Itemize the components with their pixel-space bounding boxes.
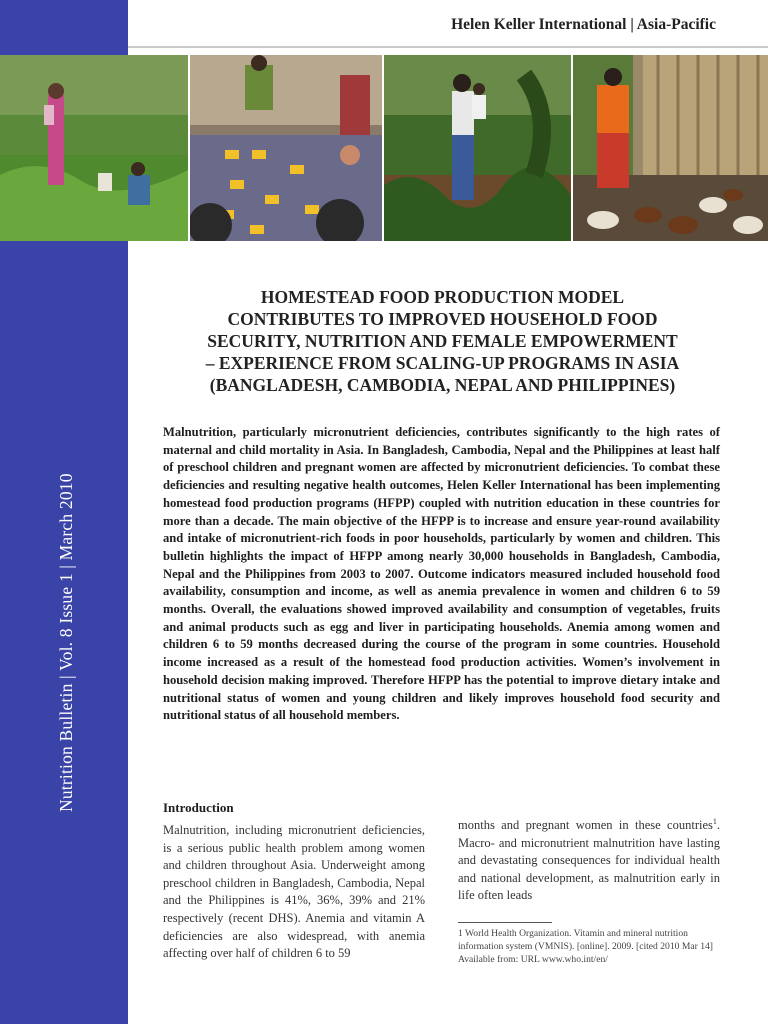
footnote: 1 World Health Organization. Vitamin and mineral nutrition information system (VMNIS). [online]. 2009. [cited 2010 Mar 14] Available from: URL www.who.int/en/ <box>458 928 713 965</box>
introduction-heading: Introduction <box>163 800 234 815</box>
bulletin-info-vertical: Nutrition Bulletin | Vol. 8 Issue 1 | March 2010 <box>56 473 76 812</box>
introduction-left-column: Malnutrition, including micronutrient deficiencies, is a serious public health problem among women and children throughout Asia. Underweight among preschool children in Bangladesh, Cambodia, Nepal and the Philippines is 41%, 36%, 39% and 21% respectively (recent DHS). Anemia and vitamin A deficiencies are also widespread, with anemia affecting over half of children 6 to 59 <box>163 823 425 961</box>
abstract-paragraph: Malnutrition, particularly micronutrient deficiencies, contributes significantly to the high rates of maternal and child mortality in Asia. In Bangladesh, Cambodia, Nepal and the Philippines at least half of preschool children and pregnant women are affected by micronutrient deficiencies. To combat these deficiencies and resulting negative health outcomes, Helen Keller International has been implementing homestead food production programs (HFPP) coupled with nutrition education in these countries for more than a decade. The main objective of the HFPP is to increase and ensure year-round availability and intake of micronutrient-rich foods in poor households, particularly by women and children. This bulletin highlights the impact of HFPP among nearly 30,000 households in Bangladesh, Cambodia, Nepal and the Philippines from 2003 to 2007. Outcome indicators measured included household food availability, consumption and income, as well as anemia prevalence in women and children 6 to 59 months. Overall, the evaluations showed improved availability and consumption of vegetables, fruits and animal products such as egg and liver in participating households. Anemia among women and children 6 to 59 months decreased during the course of the program in some countries. Household income increased as a result of the homestead food production activities. Women’s involvement in household decision making improved. Therefore HFPP has the potential to improve dietary intake and nutritional status of women and young children and likely improves household food security and nutritional status of all household members. <box>163 425 720 723</box>
photo-nutrition-education <box>190 55 383 241</box>
right-column-text-continued: . Macro- and micronutrient malnutrition have lasting and devastating consequences for individual health and national development, as malnutrition early in life often leads <box>458 818 720 903</box>
right-column-text: months and pregnant women in these countries <box>458 818 713 832</box>
sidebar-top-band <box>0 0 128 55</box>
title-line: SECURITY, NUTRITION AND FEMALE EMPOWERMENT <box>207 331 678 351</box>
header-divider <box>128 46 768 48</box>
title-line: HOMESTEAD FOOD PRODUCTION MODEL <box>260 287 625 307</box>
article-title <box>150 286 735 396</box>
title-line: CONTRIBUTES TO IMPROVED HOUSEHOLD FOOD <box>227 309 658 329</box>
introduction-right-column <box>458 817 720 905</box>
footnote-reference: 1 <box>712 816 717 826</box>
photo-strip <box>0 55 768 241</box>
photo-woman-chickens <box>573 55 768 241</box>
footnote-divider <box>458 922 552 923</box>
photo-mother-child-garden <box>384 55 571 241</box>
photo-garden-family <box>0 55 188 241</box>
title-line: – EXPERIENCE FROM SCALING-UP PROGRAMS IN ASIA <box>205 353 680 373</box>
organization-header: Helen Keller International | Asia-Pacific <box>451 16 716 33</box>
title-line: (BANGLADESH, CAMBODIA, NEPAL AND PHILIPPINES) <box>209 375 676 395</box>
